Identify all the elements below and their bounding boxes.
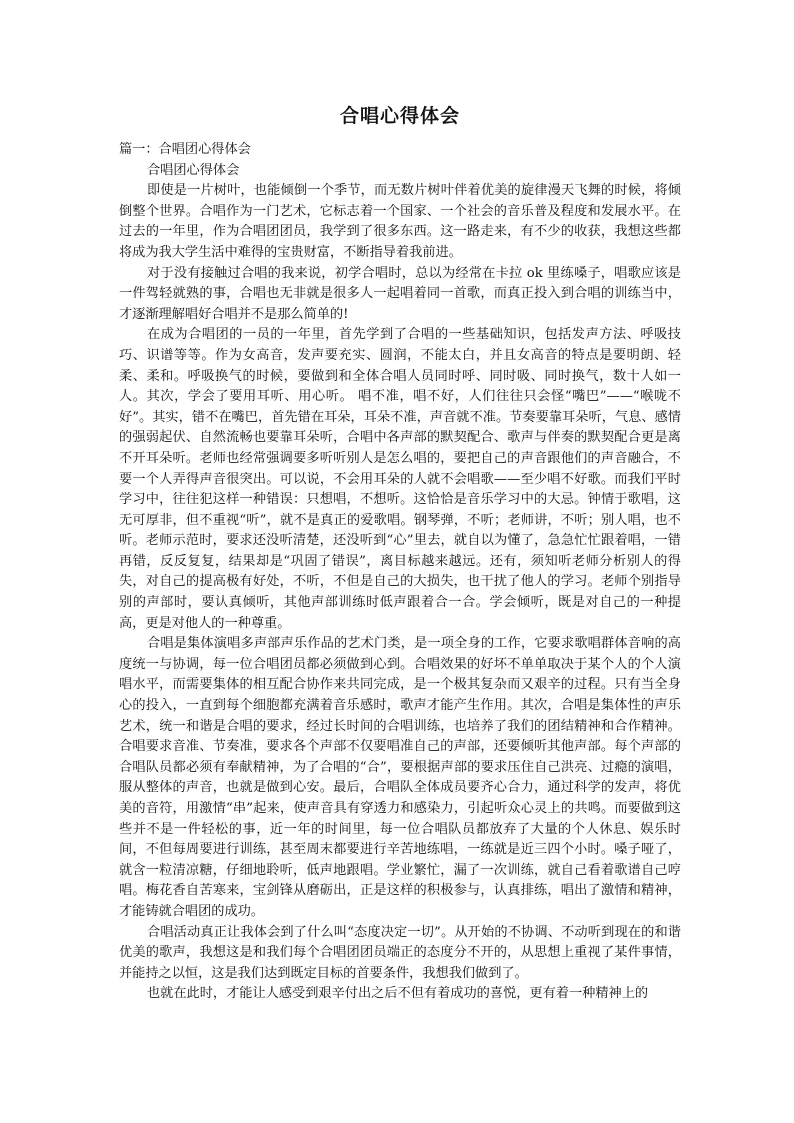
sub-heading: 合唱团心得体会 xyxy=(147,162,240,178)
document-page xyxy=(119,0,681,1123)
section-heading: 篇一：合唱团心得体会 xyxy=(119,142,251,157)
document-body xyxy=(119,140,681,1005)
paragraph-5: 合唱活动真正让我体会到了什么叫“态度决定一切”。从开始的不协调、不动听到现在的和谐优美的歌声，我想这是和我们每个合唱团团员端正的态度分不开的，从思想上重视了某件事情，并能持之以恒，这是我们达到既定目标的首要条件，我想我们做到了。 xyxy=(119,924,681,981)
paragraph-4: 合唱是集体演唱多声部声乐作品的艺术门类，是一项全身的工作，它要求歌唱群体音响的高度统一与协调，每一位合唱团员都必须做到心到。合唱效果的好坏不单单取决于某个人的个人演唱水平，而需要集体的相互配合协作来共同完成，是一个极其复杂而又艰辛的过程。只有当全身心的投入，一直到每个细胞都充满着音乐感时，歌声才能产生作用。其次，合唱是集体性的声乐艺术，统一和谐是合唱的要求，经过长时间的合唱训练，也培养了我们的团结精神和合作精神。合唱要求音准、节奏准，要求各个声部不仅要唱准自己的声部，还要倾听其他声部。每个声部的合唱队员都必须有奉献精神，为了合唱的“合”，要根据声部的要求压住自己洪亮、过瘾的演唱，服从整体的声音，也就是做到心安。最后，合唱队全体成员要齐心合力，通过科学的发声，将优美的音符，用激情“串”起来，使声音具有穿透力和感染力，引起听众心灵上的共鸣。而要做到这些并不是一件轻松的事，近一年的时间里，每一位合唱队员都放弃了大量的个人休息、娱乐时间，不但每周要进行训练，甚至周末都要进行辛苦地练唱，一练就是近三四个小时。嗓子哑了，就含一粒清凉糖，仔细地聆听，低声地跟唱。学业繁忙，漏了一次训练，就自己看着歌谱自己哼唱。梅花香自苦寒来，宝剑锋从磨砺出，正是这样的积极参与，认真排练，唱出了激情和精神，才能铸就合唱团的成功。 xyxy=(119,636,681,919)
paragraph-2: 对于没有接触过合唱的我来说，初学合唱时，总以为经常在卡拉 ok 里练嗓子，唱歌应该是一件驾轻就熟的事，合唱也无非就是很多人一起唱着同一首歌，而真正投入到合唱的训练当中，才逐渐理解唱好合唱并不是那么简单的! xyxy=(119,265,681,322)
paragraph-1: 即使是一片树叶，也能倾倒一个季节，而无数片树叶伴着优美的旋律漫天飞舞的时候，将倾倒整个世界。合唱作为一门艺术，它标志着一个国家、一个社会的音乐普及程度和发展水平。在过去的一年里，作为合唱团团员，我学到了很多东西。这一路走来，有不少的收获，我想这些都将成为我大学生活中难得的宝贵财富，不断指导着我前进。 xyxy=(119,183,681,260)
document-title: 合唱心得体会 xyxy=(339,105,460,127)
paragraph-6: 也就在此时，才能让人感受到艰辛付出之后不但有着成功的喜悦，更有着一种精神上的 xyxy=(147,986,649,1002)
paragraph-3: 在成为合唱团的一员的一年里，首先学到了合唱的一些基础知识，包括发声方法、呼吸技巧、识谱等等。作为女高音，发声要充实、圆润，不能太白，并且女高音的特点是要明朗、轻柔、柔和。呼吸换气的时候，要做到和全体合唱人员同时呼、同时吸、同时换气，数十人如一人。其次，学会了要用耳听、用心听。 唱不准，唱不好，人们往往只会怪“嘴巴”——“喉咙不好”。其实，错不在嘴巴，首先错在耳朵，耳朵不准，声音就不准。节奏要靠耳朵听，气息、感情的强弱起伏、自然流畅也要靠耳朵听，合唱中各声部的默契配合、歌声与伴奏的默契配合更是离不开耳朵听。老师也经常强调要多听听别人是怎么唱的，要把自己的声音跟他们的声音融合，不要一个人弄得声音很突出。可以说，不会用耳朵的人就不会唱歌——至少唱不好歌。而我们平时学习中，往往犯这样一种错误：只想唱，不想听。这恰恰是音乐学习中的大忌。钟情于歌唱，这无可厚非，但不重视“听”，就不是真正的爱歌唱。钢琴弹，不听；老师讲，不听；别人唱，也不听。老师示范时，要求还没听清楚，还没听到“心”里去，就自以为懂了，急急忙忙跟着唱，一错再错，反反复复，结果却是“巩固了错误”，离目标越来越远。还有，须知听老师分析别人的得失，对自己的提高极有好处，不听，不但是自己的大损失，也干扰了他人的学习。老师个别指导别的声部时，要认真倾听，其他声部训练时低声跟着合一合。学会倾听，既是对自己的一种提高，更是对他人的一种尊重。 xyxy=(119,327,681,631)
